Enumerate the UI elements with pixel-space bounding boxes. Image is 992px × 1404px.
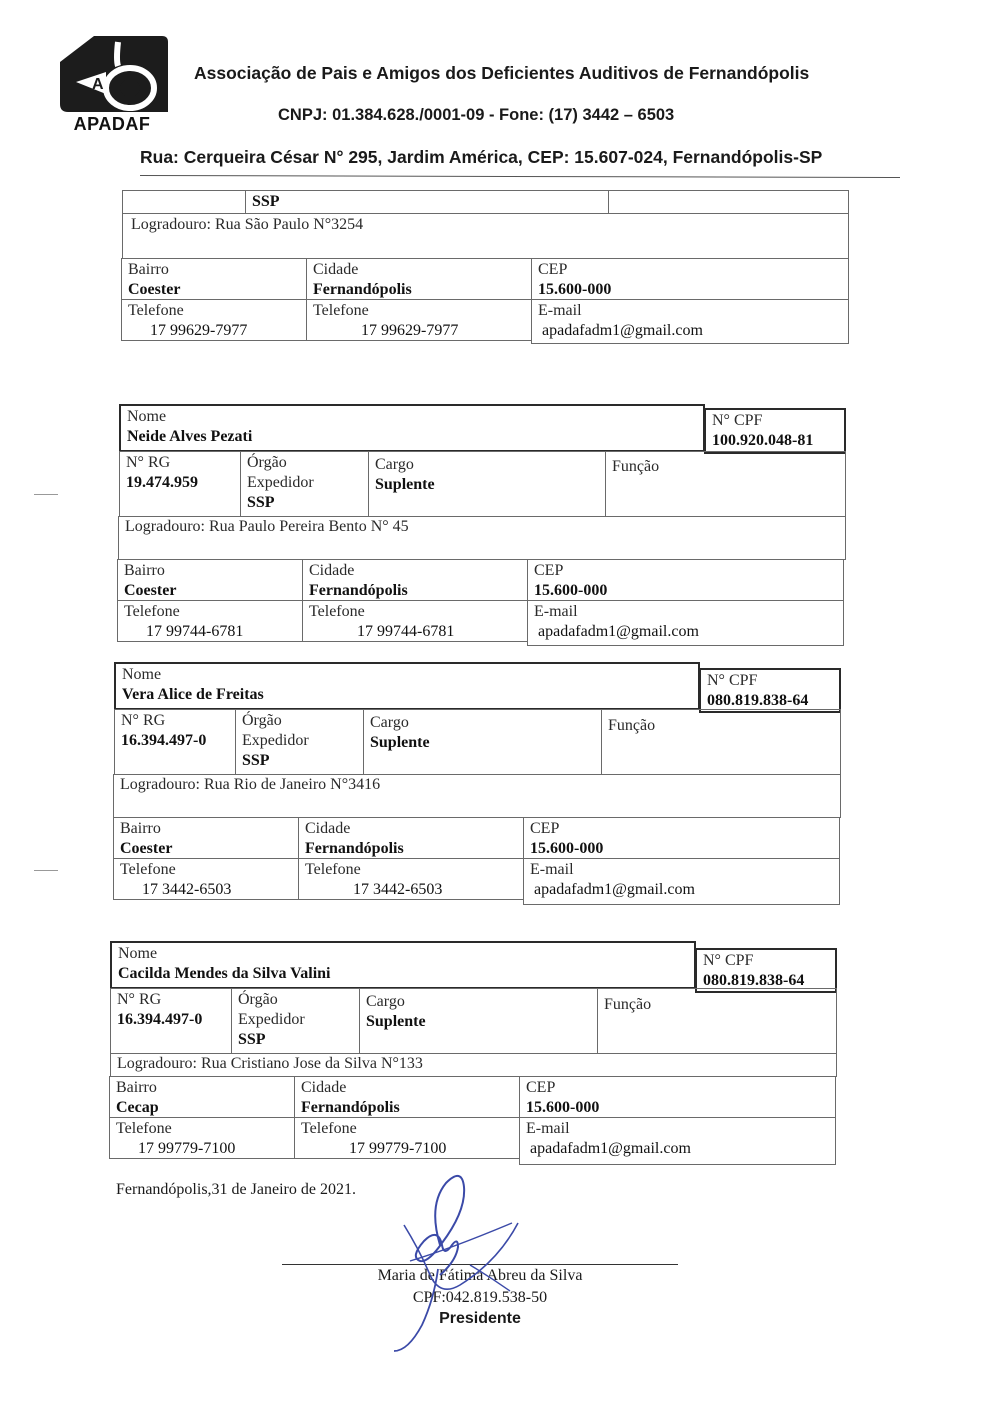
logradouro-text: Logradouro: Rua Paulo Pereira Bento N° 45 (125, 518, 409, 535)
cell-blank (122, 190, 246, 214)
cell-nome (114, 662, 700, 710)
cell-funcao (601, 709, 841, 775)
rg-label: N° RG (117, 991, 162, 1008)
cep-value: 15.600-000 (538, 281, 612, 298)
cell-rg (114, 709, 236, 775)
ear-logo-icon (54, 32, 170, 116)
cell-bairro (121, 258, 307, 300)
cell-nome (110, 941, 696, 989)
cpf-label: N° CPF (703, 952, 754, 969)
expedidor-label: Expedidor (238, 1011, 305, 1028)
cell-rg (110, 988, 232, 1054)
cidade-label: Cidade (301, 1079, 347, 1096)
rg-value: 16.394.497-0 (121, 732, 207, 749)
cell-logradouro (110, 1053, 837, 1077)
bairro-value: Coester (124, 582, 177, 599)
cep-value: 15.600-000 (526, 1099, 600, 1116)
cell-telefone-2 (306, 299, 532, 341)
nome-value: Cacilda Mendes da Silva Valini (118, 965, 331, 982)
bairro-label: Bairro (124, 562, 165, 579)
cell-funcao (597, 988, 837, 1054)
cpf-value: 100.920.048-81 (712, 432, 814, 449)
signer-name: Maria de Fátima Abreu da Silva (377, 1267, 583, 1284)
cep-label: CEP (526, 1079, 556, 1096)
cell-blank (608, 190, 849, 214)
email-label: E-mail (534, 603, 578, 620)
cell-cep (527, 559, 844, 601)
cep-value: 15.600-000 (534, 582, 608, 599)
cell-orgao (235, 709, 364, 775)
cargo-value: Suplente (375, 476, 435, 493)
cell-rg (119, 451, 241, 517)
email-label: E-mail (530, 861, 574, 878)
cell-logradouro (122, 213, 849, 259)
telefone-label: Telefone (301, 1120, 357, 1137)
cell-cidade (294, 1076, 520, 1118)
cnpj-phone: CNPJ: 01.384.628./0001-09 - Fone: (17) 3442 – 6503 (278, 106, 675, 124)
cell-telefone-1 (109, 1117, 295, 1159)
telefone-value: 17 99744-6781 (357, 623, 455, 640)
document-date: Fernandópolis,31 de Janeiro de 2021. (116, 1181, 356, 1198)
cell-cidade (302, 559, 528, 601)
cell-bairro (109, 1076, 295, 1118)
email-value: apadafadm1@gmail.com (538, 623, 699, 640)
cell-telefone-2 (298, 858, 524, 900)
org-address: Rua: Cerqueira César N° 295, Jardim América, CEP: 15.607-024, Fernandópolis-SP (140, 147, 823, 167)
cep-label: CEP (530, 820, 560, 837)
nome-label: Nome (122, 666, 162, 683)
telefone-label: Telefone (313, 302, 369, 319)
cidade-value: Fernandópolis (313, 281, 412, 298)
funcao-label: Função (608, 717, 656, 734)
cell-cep (531, 258, 849, 300)
cell-cidade (306, 258, 532, 300)
cell-email (519, 1117, 836, 1165)
telefone-label: Telefone (305, 861, 361, 878)
cargo-label: Cargo (375, 456, 414, 473)
bairro-value: Coester (120, 840, 173, 857)
cell-cargo (368, 451, 606, 517)
expedidor-value: SSP (247, 494, 275, 511)
email-value: apadafadm1@gmail.com (534, 881, 695, 898)
orgao-label: Órgão (238, 991, 278, 1008)
org-name: Associação de Pais e Amigos dos Deficientes Auditivos de Fernandópolis (194, 63, 810, 83)
rg-label: N° RG (126, 454, 171, 471)
bairro-value: Coester (128, 281, 181, 298)
cep-label: CEP (534, 562, 564, 579)
cell-logradouro (113, 774, 841, 818)
cell-cpf (704, 408, 846, 454)
cep-label: CEP (538, 261, 568, 278)
cell-telefone-1 (113, 858, 299, 900)
rg-value: 16.394.497-0 (117, 1011, 203, 1028)
bairro-label: Bairro (120, 820, 161, 837)
cell-cargo (363, 709, 602, 775)
telefone-value: 17 3442-6503 (353, 881, 443, 898)
cell-cidade (298, 817, 524, 859)
cidade-label: Cidade (305, 820, 351, 837)
expedidor-value: SSP (242, 752, 270, 769)
expedidor-label: Expedidor (242, 732, 309, 749)
cell-cargo (359, 988, 598, 1054)
telefone-label: Telefone (116, 1120, 172, 1137)
telefone-label: Telefone (128, 302, 184, 319)
margin-mark (34, 494, 58, 495)
telefone-value: 17 99779-7100 (138, 1140, 236, 1157)
cidade-value: Fernandópolis (305, 840, 404, 857)
email-value: apadafadm1@gmail.com (542, 322, 703, 339)
cell-telefone-1 (117, 600, 303, 642)
cell-bairro (113, 817, 299, 859)
telefone-value: 17 99744-6781 (146, 623, 244, 640)
signature-line (282, 1264, 678, 1265)
email-label: E-mail (538, 302, 582, 319)
cell-expedidor (245, 190, 609, 214)
orgao-label: Órgão (247, 454, 287, 471)
cell-funcao (605, 451, 846, 517)
cell-cpf (695, 948, 837, 993)
telefone-value: 17 99629-7977 (150, 322, 248, 339)
telefone-value: 17 99629-7977 (361, 322, 459, 339)
telefone-label: Telefone (124, 603, 180, 620)
cpf-label: N° CPF (712, 412, 763, 429)
logradouro-text: Logradouro: Rua São Paulo N°3254 (131, 216, 364, 233)
email-value: apadafadm1@gmail.com (530, 1140, 691, 1157)
telefone-value: 17 99779-7100 (349, 1140, 447, 1157)
cell-bairro (117, 559, 303, 601)
cpf-value: 080.819.838-64 (703, 972, 805, 989)
cell-telefone-2 (294, 1117, 520, 1159)
cidade-value: Fernandópolis (301, 1099, 400, 1116)
cell-cpf (699, 668, 841, 713)
cell-email (527, 600, 844, 646)
rg-value: 19.474.959 (126, 474, 198, 491)
nome-value: Vera Alice de Freitas (122, 686, 264, 703)
expedidor-label: Expedidor (247, 474, 314, 491)
telefone-label: Telefone (309, 603, 365, 620)
nome-value: Neide Alves Pezati (127, 428, 253, 445)
logo-text: APADAF (73, 114, 151, 134)
cidade-label: Cidade (309, 562, 355, 579)
cidade-label: Cidade (313, 261, 359, 278)
funcao-label: Função (612, 458, 660, 475)
email-label: E-mail (526, 1120, 570, 1137)
telefone-value: 17 3442-6503 (142, 881, 232, 898)
bairro-label: Bairro (116, 1079, 157, 1096)
logradouro-text: Logradouro: Rua Rio de Janeiro N°3416 (120, 776, 381, 793)
signer-role: Presidente (439, 1310, 521, 1327)
margin-mark (34, 870, 58, 871)
signer-cpf: CPF:042.819.538-50 (412, 1289, 548, 1306)
cell-telefone-2 (302, 600, 528, 642)
svg-text:A: A (92, 76, 104, 93)
logradouro-text: Logradouro: Rua Cristiano Jose da Silva N°133 (117, 1055, 423, 1072)
expedidor-value: SSP (238, 1031, 266, 1048)
funcao-label: Função (604, 996, 652, 1013)
cell-email (523, 858, 840, 905)
cell-nome (119, 404, 705, 452)
cargo-value: Suplente (366, 1013, 426, 1030)
rg-label: N° RG (121, 712, 166, 729)
cargo-value: Suplente (370, 734, 430, 751)
cargo-label: Cargo (366, 993, 405, 1010)
orgao-label: Órgão (242, 712, 282, 729)
header-divider (140, 175, 900, 178)
cpf-value: 080.819.838-64 (707, 692, 809, 709)
bairro-label: Bairro (128, 261, 169, 278)
bairro-value: Cecap (116, 1099, 159, 1116)
cell-orgao (240, 451, 369, 517)
telefone-label: Telefone (120, 861, 176, 878)
nome-label: Nome (127, 408, 167, 425)
cargo-label: Cargo (370, 714, 409, 731)
expedidor-value: SSP (252, 193, 280, 210)
cell-telefone-1 (121, 299, 307, 341)
apadaf-logo (54, 32, 170, 132)
cell-cep (519, 1076, 836, 1118)
cell-email (531, 299, 849, 344)
cpf-label: N° CPF (707, 672, 758, 689)
cidade-value: Fernandópolis (309, 582, 408, 599)
cell-orgao (231, 988, 360, 1054)
cell-logradouro (118, 516, 846, 560)
cell-cep (523, 817, 840, 859)
nome-label: Nome (118, 945, 158, 962)
cep-value: 15.600-000 (530, 840, 604, 857)
